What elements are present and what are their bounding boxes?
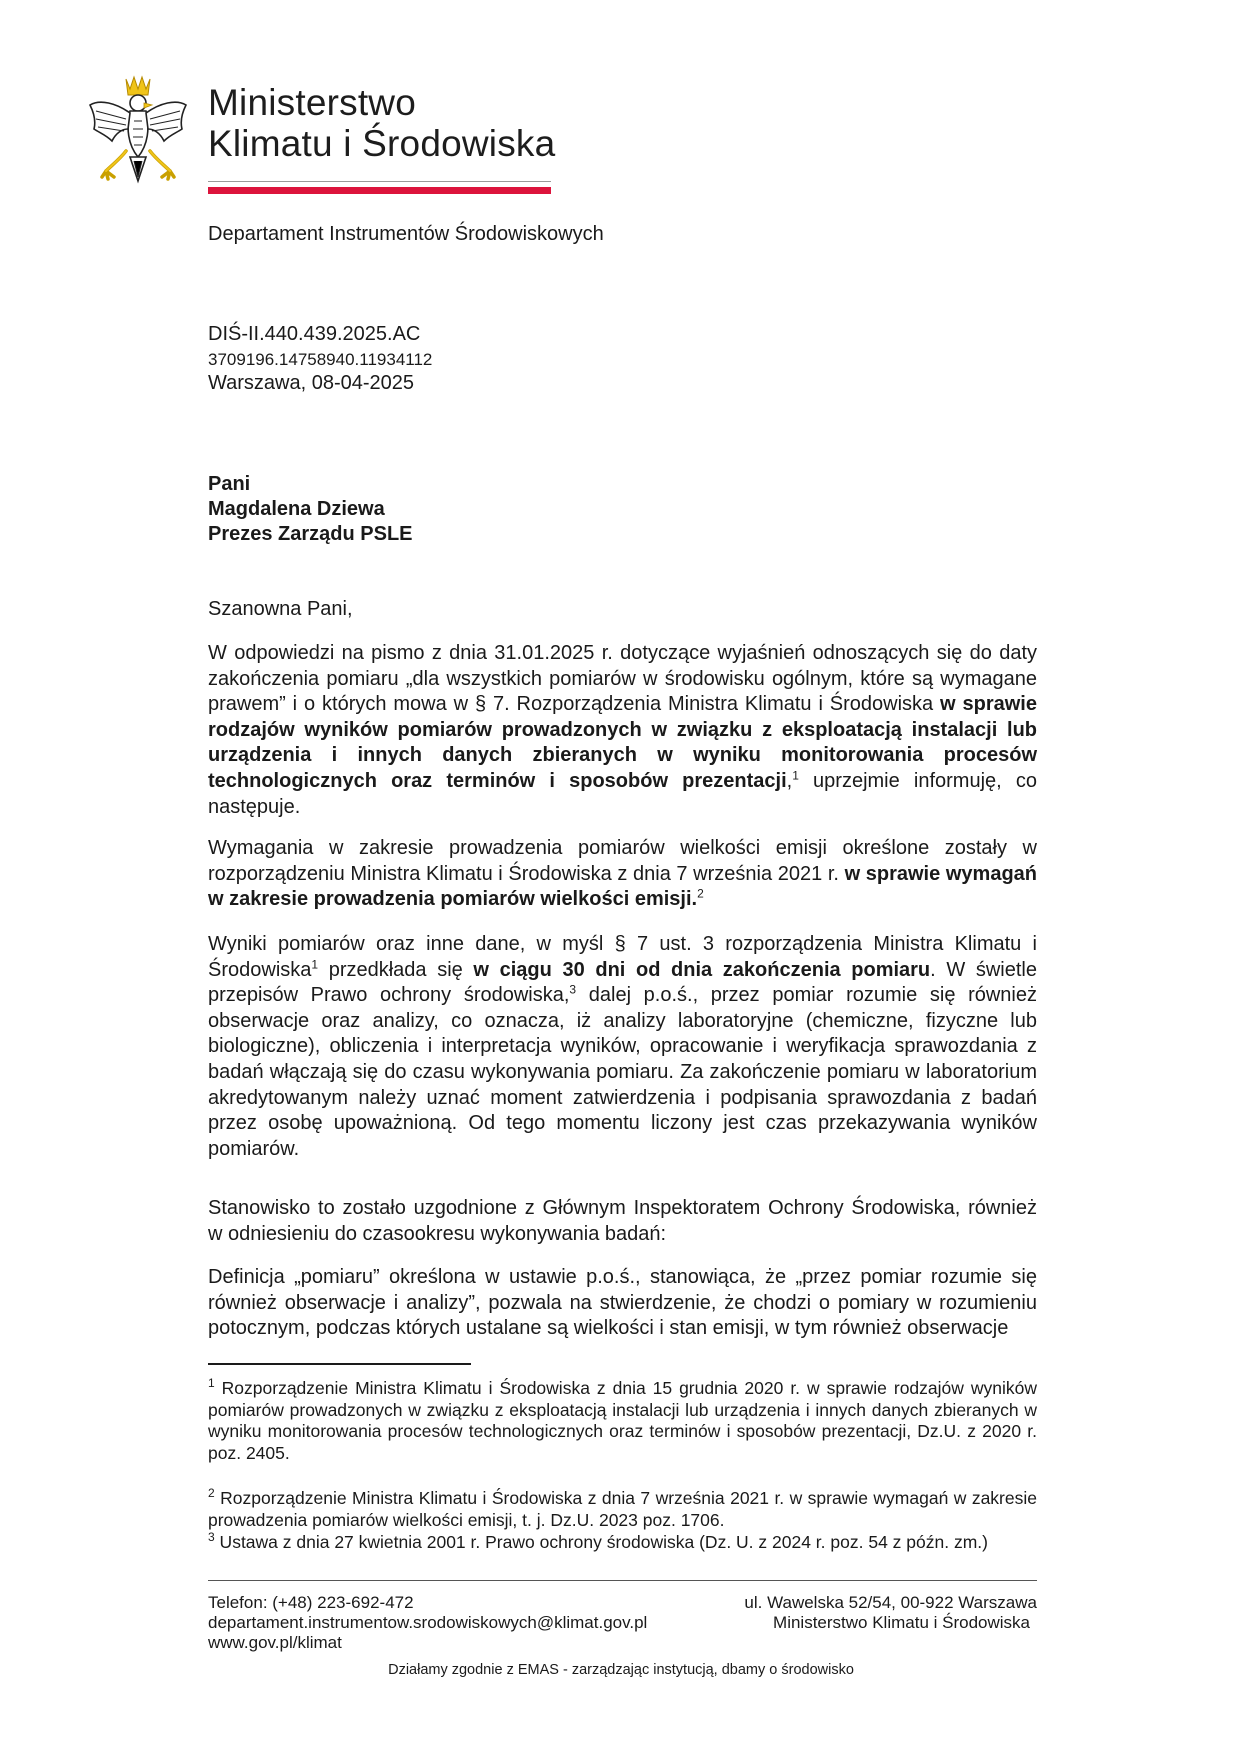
paragraph-text: dalej p.o.ś., przez pomiar rozumie się również obserwacje oraz analizy, co oznacza, iż analizy laboratoryjne (chemiczne, fizyczne lub biologiczne), obliczenia i interpretacja wyników, opracowanie i weryfikacja sprawozdania z badań włączają się do czasu wykonywania pomiaru. Za zakończenie pomiaru w laboratorium akredytowanym należy uznać moment zatwierdzenia i podpisania sprawozdania z badań przez osobę upoważnioną. Od tego momentu liczony jest czas przekazywania wyników pomiarów. (208, 984, 1038, 1160)
footnote-text: Rozporządzenie Ministra Klimatu i Środowiska z dnia 7 września 2021 r. w sprawie wymagań w zakresie prowadzenia pomiarów wielkości emisji, t. j. Dz.U. 2023 poz. 1706. (208, 1488, 1037, 1530)
paragraph-text: W odpowiedzi na pismo z dnia 31.01.2025 r. dotyczące wyjaśnień odnoszących się do daty zakończenia pomiaru „dla wszystkich pomiarów w środowisku ogólnym, które są wymagane prawem” i o których mowa w § 7. Rozporządzenia Ministra Klimatu i Środowiska (208, 642, 1037, 716)
footnote-ref-1: 1 (792, 768, 799, 783)
footnote-number: 1 (208, 1376, 215, 1391)
footer-address: ul. Wawelska 52/54, 00-922 Warszawa (744, 1593, 1037, 1612)
footer-organization: Ministerstwo Klimatu i Środowiska (773, 1613, 1030, 1632)
case-identifier: 3709196.14758940.11934112 (208, 350, 433, 369)
footnote-ref-1: 1 (311, 956, 319, 971)
paragraph-text: przedkłada się (318, 958, 474, 981)
paragraph-text: uprzejmie informuję, co następuje. (208, 769, 1037, 818)
footnote-text: Ustawa z dnia 27 kwietnia 2001 r. Prawo ochrony środowiska (Dz. U. z 2024 r. poz. 54 z późn. zm.) (214, 1532, 988, 1552)
footer-email-link[interactable]: departament.instrumentow.srodowiskowych@klimat.gov.pl (208, 1613, 648, 1632)
footnote-text: Rozporządzenie Ministra Klimatu i Środowiska z dnia 15 grudnia 2020 r. w sprawie rodzajów wyników pomiarów prowadzonych w związku z eksploatacją instalacji lub urządzenia i innych danych zbieranych w wyniku monitorowania procesów technologicznych oraz terminów i sposobów prezentacji, Dz.U. z 2020 r. poz. 2405. (208, 1378, 1037, 1463)
recipient-name: Magdalena Dziewa (208, 498, 385, 520)
paragraph-text: . W świetle przepisów Prawo ochrony środowiska, (208, 958, 1037, 1007)
footnote-ref-3: 3 (569, 982, 577, 997)
body-paragraph-3 (208, 932, 1037, 1162)
footnote-number: 2 (208, 1486, 215, 1501)
paragraph-text: , (786, 769, 793, 792)
header-divider-red (208, 187, 551, 194)
salutation: Szanowna Pani, (208, 598, 353, 620)
footnote-ref-2: 2 (697, 886, 704, 901)
place-and-date: Warszawa, 08-04-2025 (208, 372, 415, 394)
department-name: Departament Instrumentów Środowiskowych (208, 223, 604, 245)
ministry-name-line2: Klimatu i Środowiska (208, 123, 556, 164)
paragraph-text: Wyniki pomiarów oraz inne dane, w myśl § 7 ust. 3 rozporządzenia Ministra Klimatu i Środowiska (208, 933, 1037, 981)
footnote-1 (208, 1378, 1037, 1464)
recipient-role: Prezes Zarządu PSLE (208, 523, 413, 545)
footnote-2 (208, 1488, 1037, 1531)
letter-signature: DIŚ-II.440.439.2025.AC (208, 323, 421, 345)
footnote-number: 3 (208, 1530, 215, 1545)
recipient-title: Pani (208, 473, 251, 495)
paragraph-text: Wymagania w zakresie prowadzenia pomiarów wielkości emisji określone zostały w rozporządzeniu Ministra Klimatu i Środowiska z dnia 7 września 2021 r. (208, 837, 1037, 885)
footer-phone: Telefon: (+48) 223-692-472 (208, 1593, 414, 1612)
regulation-title-bold: w sprawie wymagań w zakresie prowadzenia pomiarów wielkości emisji. (208, 862, 1038, 911)
footer-website-link[interactable]: www.gov.pl/klimat (208, 1633, 342, 1652)
header-divider-grey (208, 181, 551, 182)
polish-eagle-emblem-icon (86, 73, 190, 193)
footnote-separator (208, 1363, 471, 1365)
deadline-bold: w ciągu 30 dni od dnia zakończenia pomiaru (473, 958, 931, 981)
regulation-title-bold: w sprawie rodzajów wyników pomiarów prowadzonych w związku z eksploatacją instalacji lub urządzenia i innych danych zbieranych w wyniku monitorowania procesów technologicznych oraz terminów i sposobów prezentacji (208, 693, 1037, 792)
body-paragraph-4: Stanowisko to zostało uzgodnione z Głównym Inspektoratem Ochrony Środowiska, również w odniesieniu do czasookresu wykonywania badań: (208, 1197, 1037, 1245)
body-paragraph-5: Definicja „pomiaru” określona w ustawie p.o.ś., stanowiąca, że „przez pomiar rozumie się również obserwacje i analizy”, pozwala na stwierdzenie, że chodzi o pomiary w rozumieniu potocznym, podczas których ustalane są wielkości i stan emisji, w tym również obserwacje (208, 1266, 1037, 1340)
ministry-name-line1: Ministerstwo (208, 82, 416, 123)
body-paragraph-2 (208, 836, 1037, 913)
footnote-3 (208, 1532, 1037, 1554)
body-paragraph-1 (208, 641, 1037, 820)
footer-emas-note: Działamy zgodnie z EMAS - zarządzając instytucją, dbamy o środowisko (388, 1662, 854, 1678)
footer-separator (208, 1580, 1037, 1581)
